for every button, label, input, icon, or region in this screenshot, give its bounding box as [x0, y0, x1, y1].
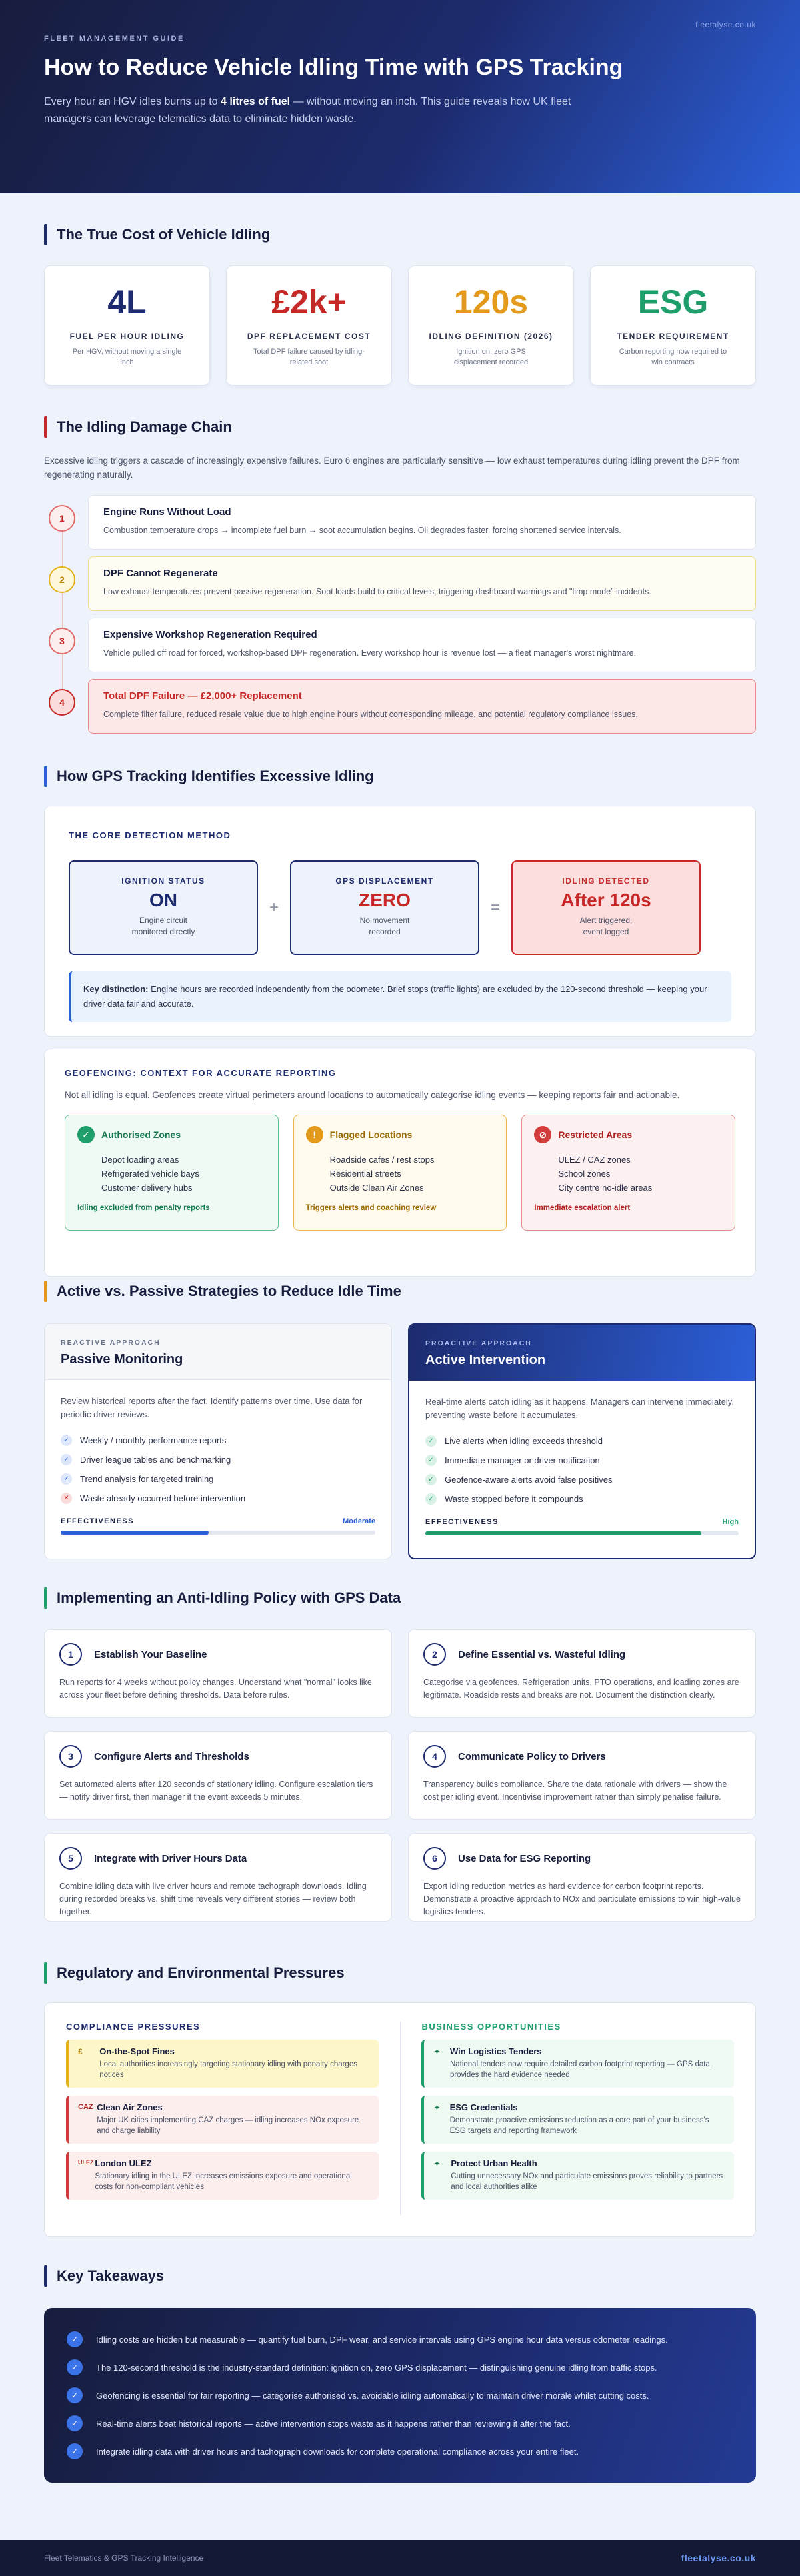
- chain-card-title: Engine Runs Without Load: [103, 506, 231, 518]
- chain-step-number: 1: [49, 505, 75, 532]
- takeaway-text: Idling costs are hidden but measurable — quantify fuel burn, DPF wear, and service intervals using GPS engine hour data versus odometer readings.: [96, 2334, 668, 2345]
- hero-banner: [0, 0, 800, 193]
- zone-footer: Idling excluded from penalty reports: [77, 1204, 210, 1212]
- section-accent-bar: [44, 766, 47, 787]
- chain-card: [88, 495, 756, 550]
- effectiveness-row: [61, 1517, 375, 1525]
- strategy-item-text: Live alerts when idling exceeds threshold: [445, 1436, 603, 1446]
- gps-displacement-box: [290, 860, 479, 955]
- effectiveness-label: EFFECTIVENESS: [425, 1518, 499, 1526]
- effectiveness-fill: [425, 1531, 701, 1535]
- zone-item: ULEZ / CAZ zones: [558, 1155, 631, 1165]
- chain-step: [44, 618, 75, 654]
- effectiveness-label: EFFECTIVENESS: [61, 1517, 134, 1525]
- compliance-item-body: [99, 2046, 369, 2082]
- step-desc: Transparency builds compliance. Share the data rationale with drivers — show the cost per idling event. Incentivise improvement rather than simply penalise failure.: [423, 1780, 727, 1802]
- strategy-item: [61, 1469, 375, 1489]
- box-sub-line: monitored directly: [131, 927, 195, 936]
- caz-icon: CAZ: [78, 2103, 93, 2111]
- step-number: 1: [59, 1643, 82, 1666]
- step-number: 2: [423, 1643, 446, 1666]
- check-icon: ✓: [67, 2443, 83, 2459]
- chain-card-desc: Complete filter failure, reduced resale value due to high engine hours without corresponding mileage, and potential regulatory compliance issues.: [103, 710, 638, 719]
- stat-sub: Total DPF failure caused by idling-related soot: [253, 348, 365, 366]
- chain-step-number: 2: [49, 566, 75, 593]
- cost-section-title: [44, 224, 756, 245]
- step-desc: Set automated alerts after 120 seconds of stationary idling. Configure escalation tiers — notify driver first, then manager if the event exceeds 5 minutes.: [59, 1780, 373, 1802]
- item-desc: National tenders now require detailed carbon footprint reporting — GPS data provides the hard evidence needed: [449, 2060, 710, 2079]
- chain-step: [44, 679, 75, 716]
- item-title: Protect Urban Health: [451, 2158, 537, 2168]
- compliance-item: [66, 2096, 379, 2144]
- step-desc: Run reports for 4 weeks without policy changes. Understand what "normal" looks like across your fleet before defining thresholds. Data before rules.: [59, 1678, 372, 1700]
- prohibited-icon: ⊘: [534, 1126, 551, 1143]
- chain-intro: Excessive idling triggers a cascade of increasingly expensive failures. Euro 6 engines are particularly sensitive — low exhaust temperatures during idling prevent the DPF from regenerating naturally.: [44, 456, 740, 480]
- footer-brand-link[interactable]: fleetalyse.co.uk: [681, 2553, 756, 2563]
- chain-card: [88, 618, 756, 672]
- strategy-item: [425, 1489, 739, 1509]
- item-desc: Stationary idling in the ULEZ increases emissions exposure and operational costs for non-compliant vehicles: [95, 2172, 352, 2191]
- policy-step: [408, 1629, 756, 1718]
- check-icon: ✓: [425, 1455, 437, 1466]
- key-distinction-label: Key distinction:: [83, 984, 149, 994]
- step-number: 3: [59, 1745, 82, 1768]
- sparkle-icon: ✦: [433, 2103, 441, 2112]
- sparkle-icon: ✦: [433, 2159, 441, 2168]
- section-heading: Implementing an Anti-Idling Policy with GPS Data: [57, 1589, 401, 1606]
- item-desc: Cutting unnecessary NOx and particulate emissions proves reliability to partners and local authorities alike: [451, 2172, 723, 2191]
- stat-value: 120s: [453, 283, 529, 321]
- page-footer: [0, 2540, 800, 2576]
- check-icon: ✓: [61, 1473, 72, 1485]
- policy-step-header: [423, 1847, 741, 1870]
- step-title: Establish Your Baseline: [94, 1648, 207, 1660]
- policy-step-header: [59, 1643, 377, 1666]
- item-title: On-the-Spot Fines: [99, 2046, 175, 2056]
- chain-card: [88, 679, 756, 734]
- zone-title: Restricted Areas: [558, 1129, 633, 1140]
- opportunity-item-body: [450, 2102, 725, 2138]
- strategies-section-title: [44, 1281, 401, 1302]
- detection-title: THE CORE DETECTION METHOD: [69, 830, 231, 840]
- strategy-title: Passive Monitoring: [61, 1352, 183, 1367]
- chain-step-number: 3: [49, 628, 75, 654]
- item-desc: Demonstrate proactive emissions reduction as a core part of your business's ESG targets and reporting framework: [449, 2116, 709, 2135]
- warning-icon: !: [306, 1126, 323, 1143]
- chain-card-title: Total DPF Failure — £2,000+ Replacement: [103, 690, 302, 702]
- regulatory-section-title: [44, 1962, 345, 1984]
- step-number: 6: [423, 1847, 446, 1870]
- box-sub: [513, 915, 699, 938]
- zone-title: Flagged Locations: [329, 1129, 413, 1140]
- compliance-item-body: [97, 2102, 369, 2138]
- takeaway-item: [67, 2325, 733, 2353]
- policy-section-title: [44, 1587, 401, 1609]
- zone-item: Outside Clean Air Zones: [329, 1183, 424, 1193]
- active-strategy-card: [408, 1323, 756, 1559]
- box-sub-line: No movement: [359, 916, 410, 925]
- chain-card-desc: Low exhaust temperatures prevent passive regeneration. Soot loads build to critical levels, triggering dashboard warnings and "limp mode" incidents.: [103, 587, 651, 596]
- step-title: Use Data for ESG Reporting: [458, 1852, 591, 1864]
- item-desc: Local authorities increasingly targeting stationary idling with penalty charges notices: [99, 2060, 357, 2079]
- item-title: ESG Credentials: [449, 2102, 518, 2112]
- hero-intro-post: — without moving an inch. This guide reveals how UK fleet managers can leverage telematics data to eliminate hidden waste.: [44, 96, 571, 125]
- zone-header: [306, 1126, 495, 1143]
- check-icon: ✓: [67, 2331, 83, 2347]
- takeaway-item: [67, 2353, 733, 2381]
- takeaway-text: The 120-second threshold is the industry-standard definition: ignition on, zero GPS displacement — distinguishing genuine idling from traffic stops.: [96, 2362, 657, 2373]
- page-title: How to Reduce Vehicle Idling Time with GPS Tracking: [44, 55, 623, 80]
- hero-eyebrow: FLEET MANAGEMENT GUIDE: [44, 35, 185, 43]
- strategy-item: [61, 1431, 375, 1450]
- step-title: Communicate Policy to Drivers: [458, 1750, 606, 1762]
- check-icon: ✓: [61, 1454, 72, 1465]
- idling-detected-box: [511, 860, 701, 955]
- strategy-body: [409, 1381, 755, 1550]
- effectiveness-value: Moderate: [343, 1517, 375, 1525]
- box-label: GPS DISPLACEMENT: [335, 876, 434, 886]
- compliance-item: [66, 2152, 379, 2200]
- chain-card: [88, 556, 756, 611]
- takeaways-panel: [44, 2308, 756, 2483]
- stat-value: ESG: [637, 283, 709, 321]
- zone-card-flagged: [293, 1115, 507, 1231]
- chain-step: [44, 556, 75, 593]
- strategy-eyebrow: REACTIVE APPROACH: [61, 1339, 161, 1347]
- hero-intro: [44, 93, 591, 128]
- stat-sub: Per HGV, without moving a single inch: [72, 348, 182, 366]
- chain-card-title: DPF Cannot Regenerate: [103, 568, 218, 579]
- zone-list: [534, 1153, 723, 1195]
- stat-card: [226, 265, 392, 386]
- takeaway-text: Integrate idling data with driver hours and tachograph downloads for complete operational compliance across your entire fleet.: [96, 2446, 579, 2457]
- section-heading: The True Cost of Vehicle Idling: [57, 226, 271, 243]
- takeaway-item: [67, 2437, 733, 2465]
- check-icon: ✓: [77, 1126, 95, 1143]
- item-title: Clean Air Zones: [97, 2102, 163, 2112]
- section-heading: How GPS Tracking Identifies Excessive Idling: [57, 768, 374, 784]
- policy-step-header: [423, 1745, 741, 1768]
- takeaway-item: [67, 2381, 733, 2409]
- stat-card: [408, 265, 574, 386]
- equals-operator: =: [490, 898, 500, 916]
- step-title: Define Essential vs. Wasteful Idling: [458, 1648, 626, 1660]
- policy-step: [44, 1629, 392, 1718]
- box-value: After 120s: [561, 890, 651, 910]
- strategy-header: [45, 1324, 391, 1380]
- step-number: 4: [423, 1745, 446, 1768]
- policy-step: [44, 1731, 392, 1820]
- check-icon: ✓: [67, 2415, 83, 2431]
- stat-sub: Ignition on, zero GPS displacement recorded: [453, 348, 529, 366]
- takeaways-section-title: [44, 2265, 164, 2287]
- ignition-status-box: [69, 860, 258, 955]
- check-icon: ✓: [425, 1474, 437, 1485]
- opportunity-item: [421, 2040, 734, 2088]
- stat-value: 4L: [107, 283, 147, 321]
- strategy-item: [61, 1450, 375, 1469]
- section-heading: Regulatory and Environmental Pressures: [57, 1964, 345, 1981]
- zone-item: Residential streets: [329, 1169, 401, 1179]
- strategy-list: [425, 1431, 739, 1509]
- strategy-list: [61, 1431, 375, 1508]
- opportunities-column: [421, 2022, 734, 2215]
- strategy-item: [425, 1470, 739, 1489]
- step-desc: Categorise via geofences. Refrigeration units, PTO operations, and loading zones are legitimate. Roadside rests and breaks are not. Document the distinction clearly.: [423, 1678, 739, 1700]
- key-distinction-text: Engine hours are recorded independently from the odometer. Brief stops (traffic lights) are excluded by the 120-second threshold — keeping your driver data fair and accurate.: [83, 984, 707, 1009]
- item-title: Win Logistics Tenders: [449, 2046, 542, 2056]
- effectiveness-bar: [425, 1531, 739, 1535]
- column-divider: [400, 2022, 401, 2215]
- takeaway-text: Geofencing is essential for fair reporting — categorise authorised vs. avoidable idling automatically to maintain driver morale whilst cutting costs.: [96, 2390, 649, 2401]
- geofencing-intro: Not all idling is equal. Geofences create virtual perimeters around locations to automatically categorise idling events — keeping reports fair and actionable.: [65, 1090, 680, 1100]
- gps-section-title: [44, 766, 374, 787]
- strategy-eyebrow: PROACTIVE APPROACH: [425, 1339, 532, 1347]
- zone-cards: [65, 1115, 735, 1231]
- zone-item: School zones: [558, 1169, 611, 1179]
- chain-step-number: 4: [49, 689, 75, 716]
- passive-strategy-card: [44, 1323, 392, 1559]
- section-accent-bar: [44, 1281, 47, 1302]
- policy-step-header: [423, 1643, 741, 1666]
- opportunity-item: [421, 2152, 734, 2200]
- zone-list: [77, 1153, 266, 1195]
- box-label: IGNITION STATUS: [121, 876, 205, 886]
- box-sub-line: Alert triggered,: [579, 916, 633, 925]
- zone-item: Customer delivery hubs: [101, 1183, 193, 1193]
- policy-step: [408, 1731, 756, 1820]
- footer-tagline: Fleet Telematics & GPS Tracking Intelligence: [44, 2553, 204, 2563]
- regulatory-columns: [66, 2022, 734, 2215]
- zone-footer: Triggers alerts and coaching review: [305, 1204, 437, 1212]
- effectiveness-row: [425, 1518, 739, 1526]
- strategy-item: [425, 1431, 739, 1451]
- strategy-item-text: Immediate manager or driver notification: [445, 1455, 600, 1465]
- chain-card-desc: Vehicle pulled off road for forced, workshop-based DPF regeneration. Every workshop hour is revenue lost — a fleet manager's worst nightmare.: [103, 648, 637, 658]
- chain-section-title: [44, 416, 232, 438]
- check-icon: ✓: [425, 1493, 437, 1505]
- zone-list: [306, 1153, 495, 1195]
- check-icon: ✓: [67, 2387, 83, 2403]
- zone-footer: Immediate escalation alert: [534, 1204, 631, 1212]
- stat-sub: Carbon reporting now required to win contracts: [619, 348, 727, 366]
- stat-label: FUEL PER HOUR IDLING: [69, 332, 185, 341]
- stat-card: [590, 265, 756, 386]
- compliance-item-body: [95, 2158, 369, 2194]
- strategy-body: [45, 1380, 391, 1549]
- key-distinction-note: [69, 971, 731, 1022]
- box-sub: [291, 915, 478, 938]
- chain-card-title: Expensive Workshop Regeneration Required: [103, 629, 317, 640]
- zone-header: [534, 1126, 723, 1143]
- check-icon: ✓: [67, 2359, 83, 2375]
- strategy-header: [409, 1325, 755, 1381]
- step-title: Integrate with Driver Hours Data: [94, 1852, 247, 1864]
- section-heading: Key Takeaways: [57, 2267, 165, 2284]
- zone-item: Refrigerated vehicle bays: [101, 1169, 199, 1179]
- chain-card-desc: Combustion temperature drops → incomplete fuel burn → soot accumulation begins. Oil degrades faster, forcing shortened service intervals.: [103, 526, 621, 535]
- stat-card: [44, 265, 210, 386]
- strategy-item-text: Geofence-aware alerts avoid false positives: [445, 1475, 613, 1485]
- section-accent-bar: [44, 416, 47, 438]
- section-accent-bar: [44, 1962, 47, 1984]
- box-value: ON: [149, 890, 177, 910]
- zone-title: Authorised Zones: [101, 1129, 181, 1140]
- box-value: ZERO: [359, 890, 411, 910]
- effectiveness-bar: [61, 1531, 375, 1535]
- brand-link[interactable]: fleetalyse.co.uk: [695, 20, 756, 29]
- stat-label: IDLING DEFINITION (2026): [429, 332, 553, 341]
- strategy-item-text: Waste stopped before it compounds: [445, 1494, 583, 1504]
- hero-intro-pre: Every hour an HGV idles burns up to: [44, 96, 221, 107]
- geofencing-title: GEOFENCING: CONTEXT FOR ACCURATE REPORTING: [65, 1068, 337, 1078]
- item-desc: Major UK cities implementing CAZ charges — idling increases NOx exposure and charge liability: [97, 2116, 359, 2135]
- step-number: 5: [59, 1847, 82, 1870]
- effectiveness-value: High: [722, 1518, 739, 1526]
- stat-value: £2k+: [271, 283, 347, 321]
- policy-step-header: [59, 1847, 377, 1870]
- box-sub: [70, 915, 257, 938]
- regulatory-panel: [44, 2002, 756, 2237]
- box-label: IDLING DETECTED: [562, 876, 650, 886]
- chain-step: [44, 495, 75, 532]
- box-sub-line: event logged: [583, 927, 629, 936]
- cross-icon: ✕: [61, 1493, 72, 1504]
- opportunities-heading: BUSINESS OPPORTUNITIES: [421, 2022, 561, 2032]
- geofencing-panel: [44, 1049, 756, 1277]
- opportunity-item-body: [450, 2046, 725, 2082]
- strategy-desc: Real-time alerts catch idling as it happens. Managers can intervene immediately, preventing waste before it accumulates.: [425, 1397, 734, 1420]
- stat-cards: [44, 265, 756, 386]
- strategy-item-text: Driver league tables and benchmarking: [80, 1455, 231, 1465]
- section-heading: Active vs. Passive Strategies to Reduce Idle Time: [57, 1283, 401, 1299]
- compliance-column: [66, 2022, 379, 2215]
- step-title: Configure Alerts and Thresholds: [94, 1750, 249, 1762]
- takeaway-text: Real-time alerts beat historical reports — active intervention stops waste as it happens rather than reviewing it after the fact.: [96, 2418, 571, 2429]
- detection-panel: [44, 806, 756, 1037]
- opportunity-item-body: [451, 2158, 725, 2194]
- section-accent-bar: [44, 224, 47, 245]
- stat-label: TENDER REQUIREMENT: [617, 332, 729, 341]
- section-accent-bar: [44, 1587, 47, 1609]
- section-heading: The Idling Damage Chain: [57, 418, 232, 435]
- compliance-item: [66, 2040, 379, 2088]
- strategy-desc: Review historical reports after the fact. Identify patterns over time. Use data for periodic driver reviews.: [61, 1396, 363, 1419]
- ulez-icon: ULEZ: [78, 2159, 94, 2166]
- stat-label: DPF REPLACEMENT COST: [247, 332, 371, 341]
- compliance-heading: COMPLIANCE PRESSURES: [66, 2022, 201, 2032]
- zone-item: City centre no-idle areas: [558, 1183, 653, 1193]
- zone-card-authorised: [65, 1115, 279, 1231]
- takeaway-item: [67, 2409, 733, 2437]
- item-title: London ULEZ: [95, 2158, 152, 2168]
- strategy-title: Active Intervention: [425, 1353, 546, 1367]
- strategy-item-text: Trend analysis for targeted training: [80, 1474, 214, 1484]
- detection-formula: [69, 860, 731, 955]
- pound-icon: £: [78, 2047, 83, 2056]
- policy-step: [408, 1833, 756, 1922]
- opportunity-item: [421, 2096, 734, 2144]
- hero-intro-bold: 4 litres of fuel: [221, 96, 291, 107]
- check-icon: ✓: [61, 1435, 72, 1446]
- section-accent-bar: [44, 2265, 47, 2287]
- strategy-item: [425, 1451, 739, 1470]
- zone-header: [77, 1126, 266, 1143]
- effectiveness-fill: [61, 1531, 209, 1535]
- zone-item: Roadside cafes / rest stops: [329, 1155, 435, 1165]
- policy-step: [44, 1833, 392, 1922]
- box-sub-line: Engine circuit: [139, 916, 188, 925]
- zone-card-restricted: [521, 1115, 735, 1231]
- strategy-item-text: Weekly / monthly performance reports: [80, 1435, 227, 1445]
- zone-item: Depot loading areas: [101, 1155, 179, 1165]
- strategy-item: [61, 1489, 375, 1508]
- box-sub-line: recorded: [369, 927, 401, 936]
- step-desc: Combine idling data with live driver hours and remote tachograph downloads. Idling during recorded breaks vs. shift time reveals very different stories — review both together.: [59, 1882, 367, 1916]
- step-desc: Export idling reduction metrics as hard evidence for carbon footprint reports. Demonstrate a proactive approach to NOx and particulate emissions to win high-value logistics tenders.: [423, 1882, 741, 1916]
- check-icon: ✓: [425, 1435, 437, 1447]
- sparkle-icon: ✦: [433, 2047, 441, 2056]
- policy-step-header: [59, 1745, 377, 1768]
- strategy-item-text: Waste already occurred before intervention: [80, 1493, 246, 1503]
- plus-operator: +: [269, 898, 279, 916]
